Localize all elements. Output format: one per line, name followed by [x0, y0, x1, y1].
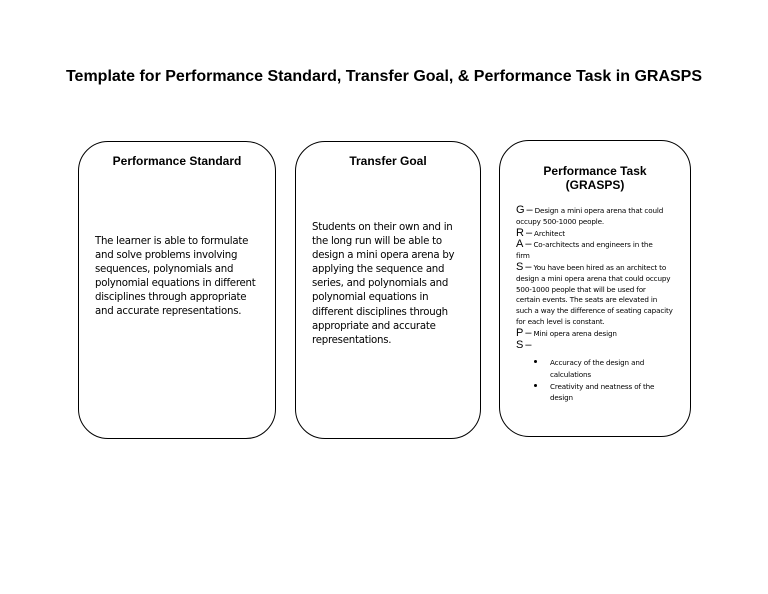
- text-line: Students on their own and in: [312, 222, 453, 233]
- performance-standard-title: Performance Standard: [112, 154, 242, 168]
- grasps-text: Architect: [534, 228, 565, 238]
- bullet-text: calculations: [550, 369, 591, 379]
- text-line: appropriate and accurate: [312, 320, 436, 332]
- performance-task-title: [500, 164, 690, 192]
- bullet-item: [534, 357, 682, 379]
- grasps-letter: P: [516, 326, 524, 339]
- bullet-item: [534, 381, 682, 403]
- grasps-audience: [516, 239, 682, 262]
- standards-bullet-list: [516, 357, 682, 403]
- grasps-text: certain events. The seats are elevated in: [516, 295, 658, 305]
- text-line: applying the sequence and: [312, 264, 445, 276]
- text-line: representations.: [312, 334, 392, 346]
- grasps-situation: [516, 262, 682, 328]
- grasps-role: [516, 228, 682, 240]
- text-line: design a mini opera arena by: [312, 250, 455, 262]
- transfer-goal-title: Transfer Goal: [349, 154, 427, 168]
- transfer-goal-text: [312, 221, 472, 348]
- bullet-text: design: [550, 392, 573, 402]
- text-line: The learner is able to formulate: [95, 236, 249, 247]
- grasps-text: occupy 500-1000 people.: [516, 216, 605, 226]
- grasps-text: Design a mini opera arena that could: [534, 206, 664, 215]
- grasps-text: for each level is constant.: [516, 316, 605, 326]
- text-line: series, and polynomials and: [312, 278, 449, 290]
- text-line: and solve problems involving: [95, 250, 238, 262]
- grasps-text: 500-1000 people that will be used for: [516, 284, 646, 294]
- text-line: the long run will be able to: [312, 236, 442, 248]
- bullet-text: Creativity and neatness of the: [550, 381, 655, 391]
- grasps-letter: S: [516, 338, 524, 351]
- text-line: and accurate representations.: [95, 306, 242, 318]
- grasps-standards: [516, 340, 682, 352]
- grasps-text: You have been hired as an architect to: [533, 262, 667, 272]
- performance-standard-card: [78, 141, 276, 439]
- grasps-dash: –: [526, 204, 533, 216]
- text-line: sequences, polynomials and: [95, 264, 234, 276]
- grasps-text: Co-architects and engineers in the: [533, 240, 653, 250]
- grasps-goal: [516, 205, 682, 228]
- grasps-text: such a way the difference of seating capacity: [516, 306, 673, 316]
- bullet-icon: [534, 360, 537, 363]
- grasps-dash: –: [525, 238, 532, 251]
- performance-standard-text: [95, 235, 265, 320]
- text-line: disciplines through appropriate: [95, 292, 247, 304]
- grasps-dash: –: [525, 338, 532, 351]
- grasps-dash: –: [525, 226, 532, 239]
- performance-task-title-line: (GRASPS): [565, 178, 625, 192]
- grasps-text: design a mini opera arena that could occupy: [516, 273, 671, 283]
- bullet-text: Accuracy of the design and: [550, 358, 645, 368]
- performance-task-title-line: Performance Task: [543, 164, 647, 178]
- grasps-text: Mini opera arena design: [533, 328, 617, 338]
- grasps-letter: G: [516, 204, 525, 216]
- bullet-icon: [534, 384, 537, 387]
- grasps-letter: R: [516, 226, 524, 239]
- text-line: polynomial equations in: [312, 292, 429, 304]
- text-line: polynomial equations in different: [95, 278, 256, 290]
- grasps-letter: S: [516, 260, 524, 273]
- page-title: Template for Performance Standard, Transfer Goal, & Performance Task in GRASPS: [65, 68, 703, 85]
- performance-task-card: [499, 140, 691, 437]
- grasps-list: [516, 205, 682, 404]
- grasps-text: firm: [516, 251, 530, 261]
- grasps-product: [516, 328, 682, 340]
- grasps-dash: –: [525, 326, 532, 339]
- transfer-goal-card: [295, 141, 481, 439]
- text-line: different disciplines through: [312, 306, 448, 318]
- grasps-dash: –: [525, 260, 532, 273]
- grasps-letter: A: [516, 238, 524, 251]
